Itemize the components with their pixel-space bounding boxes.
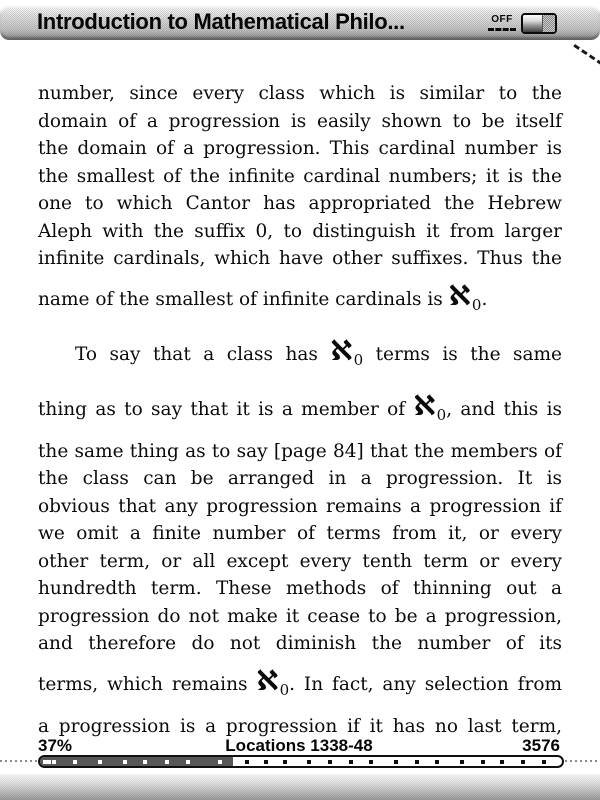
progress-tick [328, 760, 332, 764]
text-line: obvious that any progression remains a progression if [38, 495, 562, 517]
text-line: we omit a finite number of terms from it, or every [38, 523, 562, 544]
book-title: Introduction to Mathematical Philo... [37, 9, 405, 34]
page-text [38, 80, 562, 740]
aleph-null-symbol: ℵ0 [330, 333, 364, 369]
progress-tick [73, 760, 77, 764]
progress-tick [264, 760, 268, 764]
text-line: terms, which remains ℵ0. In fact, any selection from [38, 663, 563, 699]
wireless-off-dashes-icon [488, 28, 516, 31]
text-line: other term, or all except every tenth term or every [38, 550, 562, 572]
aleph-subscript: 0 [279, 680, 290, 699]
progress-tick [307, 760, 311, 764]
text-line: and therefore do not diminish the number of its [38, 633, 562, 654]
progress-bar[interactable] [38, 755, 564, 768]
progress-tick [283, 760, 287, 764]
text-line: infinite cardinals, which have other suffixes. Thus the [38, 248, 562, 269]
progress-tick [98, 760, 102, 764]
aleph-null-symbol: ℵ0 [413, 388, 447, 424]
progress-tick [521, 760, 525, 764]
text-line: the domain of a progression. This cardinal number is [38, 138, 562, 159]
paragraph [38, 328, 562, 741]
text-line: a progression is a progression if it has no last term, [38, 715, 562, 737]
bottom-gradient-band [0, 774, 600, 800]
text-line: the smallest of the infinite cardinal numbers; it is the [38, 165, 562, 187]
aleph-subscript: 0 [353, 350, 364, 369]
progress-tick [394, 760, 398, 764]
text-line: the same thing as to say [page 84] that the members of [38, 440, 562, 462]
paragraph [38, 80, 562, 328]
progress-tick [500, 760, 504, 764]
footer [38, 736, 560, 754]
text-line: the class can be arranged in a progression. It is [38, 468, 562, 489]
progress-tick [542, 760, 546, 764]
battery-icon [521, 13, 557, 34]
text-line: Aleph with the suffix 0, to distinguish it from larger [38, 220, 562, 242]
battery-fill [523, 15, 543, 32]
text-line: To say that a class has ℵ0 terms is the same [75, 333, 562, 369]
titlebar [0, 5, 600, 40]
text-line: progression do not make it cease to be a progression, [38, 605, 562, 627]
progress-tick [123, 760, 127, 764]
progress-tick [186, 760, 190, 764]
text-line: hundredth term. These methods of thinning out a [38, 578, 562, 599]
progress-percent: 37% [38, 736, 73, 755]
progress-fill [40, 757, 233, 766]
wireless-status [487, 15, 517, 31]
progress-tick [52, 760, 56, 764]
text-line: name of the smallest of infinite cardinals is ℵ0. [38, 278, 488, 314]
text-line: thing as to say that it is a member of ℵ0, and this is [38, 388, 562, 424]
progress-tick [369, 760, 373, 764]
locations-label: Locations 1338-48 [225, 736, 373, 755]
cursor-dash-icon [573, 44, 600, 65]
text-line: number, since every class which is similar to the [38, 83, 562, 104]
progress-tick [143, 760, 147, 764]
progress-tick [349, 760, 353, 764]
progress-tick [165, 760, 169, 764]
aleph-subscript: 0 [436, 405, 447, 424]
text-line: one to which Cantor has appropriated the Hebrew [38, 193, 562, 214]
wireless-off-label: OFF [491, 14, 513, 25]
text-line: domain of a progression is easily shown to be itself [38, 110, 562, 132]
aleph-null-symbol: ℵ0 [448, 278, 482, 314]
progress-tick [415, 760, 419, 764]
progress-tick [435, 760, 439, 764]
aleph-subscript: 0 [471, 295, 482, 314]
progress-tick [460, 760, 464, 764]
aleph-null-symbol: ℵ0 [256, 663, 290, 699]
total-locations: 3576 [522, 736, 560, 755]
battery-empty-portion [543, 15, 555, 32]
progress-tick [245, 760, 249, 764]
progress-tick [218, 760, 222, 764]
progress-tick [481, 760, 485, 764]
